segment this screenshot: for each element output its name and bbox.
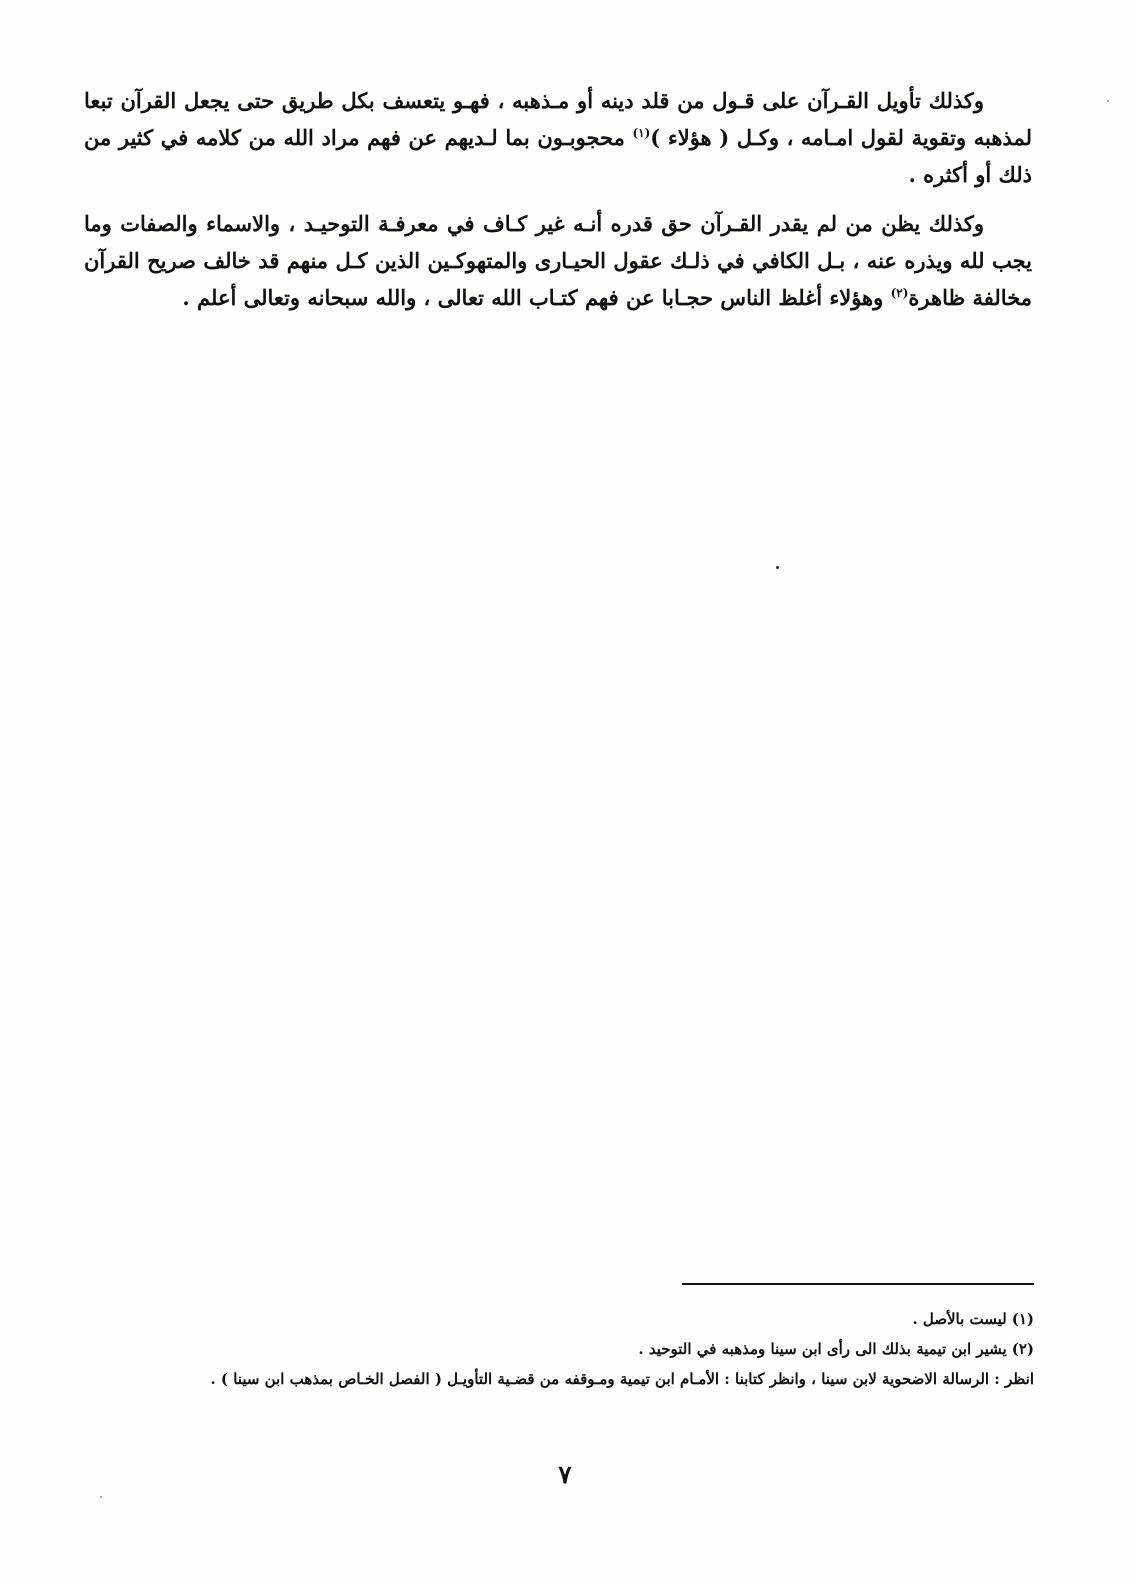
paragraph-1-text-end: محجوبـون بما لـديهم عن فهم مراد الله من كلامه في كثير من ذلك أو أكثره . bbox=[84, 125, 1032, 187]
paragraph-1-text-start: وكذلك تأويل القـرآن على قـول من قلد دينه أو مـذهبه ، فهـو يتعسف بكل طريق حتى يجعل القرآن تبعا لمذهبه وتقوية لقول امـامه ، وكـل ( هؤلاء ) bbox=[84, 88, 1032, 150]
footnote-number: (٢) bbox=[1011, 1340, 1034, 1358]
footnote-separator bbox=[682, 1283, 1034, 1285]
footnote-2-continuation bbox=[88, 1364, 1034, 1394]
paragraph-2 bbox=[84, 205, 1032, 316]
paragraph-1 bbox=[84, 82, 1032, 193]
scan-speck bbox=[1107, 100, 1109, 102]
footnote-number: (١) bbox=[1011, 1310, 1034, 1328]
footnote-2 bbox=[88, 1334, 1034, 1364]
main-text bbox=[84, 82, 1032, 328]
footnote-ref-2[interactable]: (٢) bbox=[890, 286, 909, 300]
footnote-text: يشير ابن تيمية بذلك الى رأى ابن سينا ومذهبه في التوحيد . bbox=[638, 1340, 1007, 1358]
page-number: ٧ bbox=[558, 1460, 572, 1489]
footnote-text: ليست بالأصل . bbox=[912, 1310, 1007, 1328]
paragraph-2-text-start: وكذلك يظن من لم يقدر القـرآن حق قدره أنـه غير كـاف في معرفـة التوحيـد ، والاسماء والصفات وما يجب لله ويذره عنه ، بـل الكافي في ذلـك عقول الحيـارى والمتهوكـين الذين كـل منهم قد خالف صريح القرآن مخالفة ظاهرة bbox=[84, 211, 1032, 310]
footnote-ref-1[interactable]: (١) bbox=[632, 126, 651, 140]
scan-speck bbox=[776, 566, 779, 569]
scan-speck bbox=[100, 1496, 102, 1498]
footnote-1 bbox=[88, 1304, 1034, 1334]
footnote-text: انظر : الرسالة الاضحوية لابن سينا ، وانظر كتابنا : الأمـام ابن تيمية ومـوقفه من قضـية التأويـل ( الفصل الخـاص بمذهب ابن سينا ) . bbox=[210, 1370, 1034, 1388]
footnotes bbox=[88, 1304, 1034, 1394]
paragraph-2-text-end: وهؤلاء أغلظ الناس حجـابا عن فهم كتـاب الله تعالى ، والله سبحانه وتعالى أعلم . bbox=[182, 285, 891, 310]
